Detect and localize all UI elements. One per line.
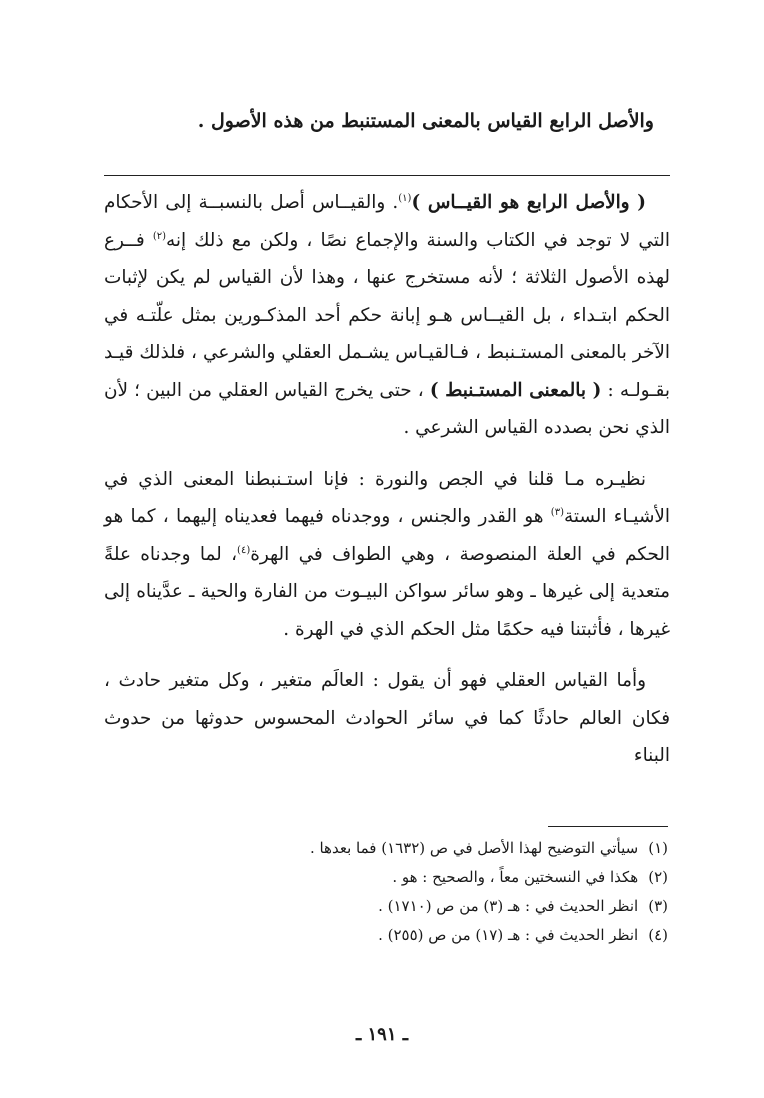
footnote-text: انظر الحديث في : هـ (١٧) من ص (٢٥٥) . xyxy=(378,926,639,944)
paragraph-3 xyxy=(104,662,670,775)
paragraph-text: . والقيــاس أصل بالنسبــة إلى الأحكام التي لا توجد في الكتاب والسنة والإجماع نصًا ، ولكن مع ذلك إنه xyxy=(104,192,670,251)
paragraph-1 xyxy=(104,184,670,447)
paragraph-text: ، لما وجدناه علةً متعدية إلى غيرها ـ وهو سائر سواكن البيـوت من الفارة والحية ـ عدَّيناه إلى غيرها ، فأثبتنا فيه حكمًا مثل الحكم الذي في الهرة . xyxy=(104,543,670,640)
commentary-body xyxy=(104,184,670,775)
header-divider xyxy=(104,175,670,176)
footnote-number: (٢) xyxy=(648,868,668,886)
paragraph-2 xyxy=(104,461,670,649)
footnote-number: (١) xyxy=(648,839,668,857)
bold-phrase: ( والأصل الرابع هو القيــاس ) xyxy=(411,192,646,213)
footnote-text: انظر الحديث في : هـ (٣) من ص (١٧١٠) . xyxy=(378,897,639,915)
matn-heading: والأصل الرابع القياس بالمعنى المستنبط من هذه الأصول . xyxy=(197,110,654,132)
footnote-item xyxy=(108,892,668,921)
footnote-ref-3[interactable]: (٣) xyxy=(550,506,564,518)
paragraph-text: هو القدر والجنس ، ووجدناه فيهما فعديناه إليهما ، كما هو الحكم في العلة المنصوصة ، وهي الطواف في الهرة xyxy=(104,506,670,565)
footnote-text: هكذا في النسختين معاً ، والصحيح : هو . xyxy=(392,868,639,886)
footnote-item xyxy=(108,921,668,950)
footnote-ref-2[interactable]: (٢) xyxy=(152,230,167,242)
footnote-ref-4[interactable]: (٤) xyxy=(237,544,251,556)
paragraph-text: نظيـره مـا قلنا في الجص والنورة : فإنا استـنبطنا المعنى الذي في الأشيـاء الستة xyxy=(104,468,670,527)
paragraph-text: فــرع لهذه الأصول الثلاثة ؛ لأنه مستخرج عنها ، وهذا لأن القياس لم يكن لإثبات الحكم ابتـداء ، بل القيــاس هـو إبانة حكم أحد المذكـورين بمثل علّتـه في الآخر بالمعنى المستـنبط ، فـالقيـاس يشـمل العقلي والشرعي ، فلذلك قيـد بقـولـه : xyxy=(104,229,670,401)
footnote-divider xyxy=(548,826,668,827)
footnote-item xyxy=(108,863,668,892)
footnote-number: (٤) xyxy=(648,926,668,944)
footnote-number: (٣) xyxy=(648,897,668,915)
footnote-text: سيأتي التوضيح لهذا الأصل في ص (١٦٣٢) فما بعدها . xyxy=(309,839,639,857)
footnote-item xyxy=(108,834,668,863)
footnotes xyxy=(108,834,668,950)
page-number: ـ ١٩١ ـ xyxy=(355,1024,409,1045)
bold-phrase: ( بالمعنى المستـنبط ) xyxy=(429,379,602,401)
paragraph-text: ، حتى يخرج القياس العقلي من البين ؛ لأن الذي نحن بصدده القياس الشرعي . xyxy=(104,379,670,438)
footnote-ref-1[interactable]: (١) xyxy=(398,192,412,204)
paragraph-text: وأما القياس العقلي فهو أن يقول : العالَم متغير ، وكل متغير حادث ، فكان العالم حادثًا كما في سائر الحوادث المحسوس حدوثها من حدوث البناء xyxy=(104,670,670,766)
